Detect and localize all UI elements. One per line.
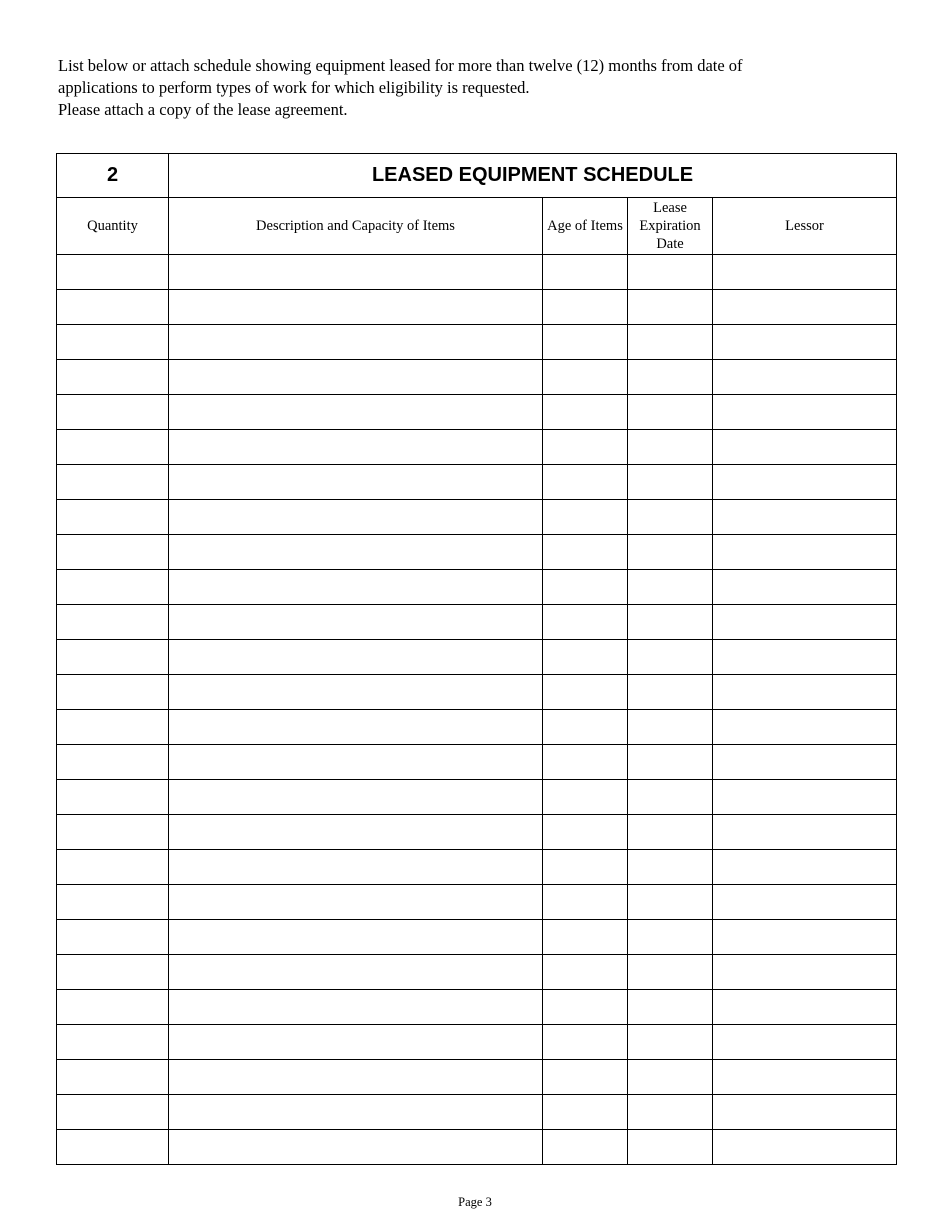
cell-expiration[interactable]: [628, 290, 713, 325]
table-row: [57, 850, 897, 885]
cell-lessor[interactable]: [713, 675, 897, 710]
cell-lessor[interactable]: [713, 1095, 897, 1130]
cell-age[interactable]: [543, 1060, 628, 1095]
cell-quantity[interactable]: [57, 675, 169, 710]
column-header-quantity: Quantity: [57, 198, 169, 255]
schedule-number: 2: [57, 154, 169, 198]
table-row: [57, 990, 897, 1025]
cell-expiration[interactable]: [628, 1130, 713, 1165]
cell-expiration[interactable]: [628, 360, 713, 395]
cell-age[interactable]: [543, 500, 628, 535]
cell-expiration[interactable]: [628, 885, 713, 920]
table-row: [57, 255, 897, 290]
cell-age[interactable]: [543, 465, 628, 500]
cell-lessor[interactable]: [713, 465, 897, 500]
cell-expiration[interactable]: [628, 430, 713, 465]
cell-quantity[interactable]: [57, 850, 169, 885]
cell-quantity[interactable]: [57, 1095, 169, 1130]
cell-quantity[interactable]: [57, 745, 169, 780]
table-header-row: [57, 198, 897, 255]
cell-quantity[interactable]: [57, 1025, 169, 1060]
cell-expiration[interactable]: [628, 1025, 713, 1060]
cell-age[interactable]: [543, 325, 628, 360]
table-row: [57, 710, 897, 745]
cell-description[interactable]: [169, 1130, 543, 1165]
cell-expiration[interactable]: [628, 535, 713, 570]
cell-lessor[interactable]: [713, 1025, 897, 1060]
table-row: [57, 360, 897, 395]
table-row: [57, 500, 897, 535]
cell-lessor[interactable]: [713, 290, 897, 325]
cell-expiration[interactable]: [628, 640, 713, 675]
table-row: [57, 430, 897, 465]
cell-description[interactable]: [169, 780, 543, 815]
cell-expiration[interactable]: [628, 850, 713, 885]
instructions-line-2: applications to perform types of work for which eligibility is requested.: [58, 78, 530, 97]
cell-age[interactable]: [543, 850, 628, 885]
cell-description[interactable]: [169, 290, 543, 325]
table-row: [57, 395, 897, 430]
table-row: [57, 745, 897, 780]
cell-description[interactable]: [169, 920, 543, 955]
cell-quantity[interactable]: [57, 815, 169, 850]
cell-lessor[interactable]: [713, 955, 897, 990]
column-header-expiration-line-2: Expiration: [639, 218, 701, 234]
table-row: [57, 1130, 897, 1165]
table-row: [57, 1025, 897, 1060]
cell-age[interactable]: [543, 1095, 628, 1130]
cell-description[interactable]: [169, 605, 543, 640]
cell-lessor[interactable]: [713, 500, 897, 535]
cell-description[interactable]: [169, 430, 543, 465]
table-row: [57, 640, 897, 675]
cell-expiration[interactable]: [628, 395, 713, 430]
table-title-row: [57, 154, 897, 198]
cell-lessor[interactable]: [713, 745, 897, 780]
cell-description[interactable]: [169, 990, 543, 1025]
cell-description[interactable]: [169, 640, 543, 675]
column-header-age: Age of Items: [543, 198, 628, 255]
cell-quantity[interactable]: [57, 500, 169, 535]
cell-age[interactable]: [543, 1130, 628, 1165]
cell-age[interactable]: [543, 920, 628, 955]
cell-description[interactable]: [169, 1025, 543, 1060]
cell-description[interactable]: [169, 570, 543, 605]
cell-lessor[interactable]: [713, 605, 897, 640]
cell-age[interactable]: [543, 430, 628, 465]
cell-lessor[interactable]: [713, 990, 897, 1025]
table-row: [57, 1060, 897, 1095]
cell-age[interactable]: [543, 640, 628, 675]
cell-age[interactable]: [543, 605, 628, 640]
cell-expiration[interactable]: [628, 920, 713, 955]
table-row: [57, 290, 897, 325]
cell-description[interactable]: [169, 360, 543, 395]
cell-lessor[interactable]: [713, 360, 897, 395]
table-row: [57, 325, 897, 360]
cell-age[interactable]: [543, 710, 628, 745]
cell-quantity[interactable]: [57, 780, 169, 815]
cell-description[interactable]: [169, 815, 543, 850]
cell-quantity[interactable]: [57, 465, 169, 500]
cell-age[interactable]: [543, 395, 628, 430]
table-row: [57, 920, 897, 955]
cell-quantity[interactable]: [57, 1130, 169, 1165]
cell-lessor[interactable]: [713, 430, 897, 465]
cell-quantity[interactable]: [57, 535, 169, 570]
cell-expiration[interactable]: [628, 955, 713, 990]
table-row: [57, 535, 897, 570]
cell-quantity[interactable]: [57, 955, 169, 990]
cell-age[interactable]: [543, 745, 628, 780]
cell-lessor[interactable]: [713, 325, 897, 360]
table-row: [57, 780, 897, 815]
page-number: Page 3: [458, 1195, 492, 1209]
cell-age[interactable]: [543, 1025, 628, 1060]
cell-quantity[interactable]: [57, 640, 169, 675]
cell-lessor[interactable]: [713, 255, 897, 290]
cell-age[interactable]: [543, 570, 628, 605]
table-row: [57, 955, 897, 990]
cell-lessor[interactable]: [713, 815, 897, 850]
cell-expiration[interactable]: [628, 1060, 713, 1095]
table-row: [57, 815, 897, 850]
cell-age[interactable]: [543, 675, 628, 710]
cell-age[interactable]: [543, 780, 628, 815]
cell-expiration[interactable]: [628, 325, 713, 360]
cell-quantity[interactable]: [57, 605, 169, 640]
cell-quantity[interactable]: [57, 290, 169, 325]
cell-quantity[interactable]: [57, 325, 169, 360]
cell-expiration[interactable]: [628, 570, 713, 605]
cell-description[interactable]: [169, 325, 543, 360]
cell-description[interactable]: [169, 675, 543, 710]
instructions-line-1: List below or attach schedule showing equipment leased for more than twelve (12) months from date of: [58, 56, 743, 75]
cell-quantity[interactable]: [57, 920, 169, 955]
cell-age[interactable]: [543, 535, 628, 570]
table-row: [57, 675, 897, 710]
cell-description[interactable]: [169, 850, 543, 885]
column-header-description: Description and Capacity of Items: [169, 198, 543, 255]
leased-equipment-table: [56, 153, 897, 1165]
table-row: [57, 570, 897, 605]
cell-description[interactable]: [169, 710, 543, 745]
instructions-line-3: Please attach a copy of the lease agreement.: [58, 100, 348, 119]
cell-description[interactable]: [169, 500, 543, 535]
cell-description[interactable]: [169, 395, 543, 430]
column-header-lessor: Lessor: [713, 198, 897, 255]
cell-lessor[interactable]: [713, 570, 897, 605]
cell-description[interactable]: [169, 745, 543, 780]
cell-quantity[interactable]: [57, 1060, 169, 1095]
cell-quantity[interactable]: [57, 430, 169, 465]
schedule-title: LEASED EQUIPMENT SCHEDULE: [169, 154, 897, 198]
column-header-expiration: [628, 198, 713, 255]
cell-description[interactable]: [169, 885, 543, 920]
cell-quantity[interactable]: [57, 885, 169, 920]
column-header-expiration-line-3: Date: [656, 236, 684, 252]
cell-age[interactable]: [543, 885, 628, 920]
cell-description[interactable]: [169, 1060, 543, 1095]
cell-expiration[interactable]: [628, 255, 713, 290]
cell-lessor[interactable]: [713, 640, 897, 675]
cell-age[interactable]: [543, 955, 628, 990]
cell-age[interactable]: [543, 290, 628, 325]
table-row: [57, 885, 897, 920]
cell-expiration[interactable]: [628, 675, 713, 710]
cell-lessor[interactable]: [713, 1130, 897, 1165]
instructions-block: [58, 55, 878, 121]
table-row: [57, 605, 897, 640]
cell-lessor[interactable]: [713, 1060, 897, 1095]
cell-age[interactable]: [543, 990, 628, 1025]
cell-expiration[interactable]: [628, 780, 713, 815]
cell-lessor[interactable]: [713, 780, 897, 815]
cell-quantity[interactable]: [57, 710, 169, 745]
cell-expiration[interactable]: [628, 745, 713, 780]
cell-description[interactable]: [169, 955, 543, 990]
cell-age[interactable]: [543, 815, 628, 850]
cell-expiration[interactable]: [628, 710, 713, 745]
cell-description[interactable]: [169, 535, 543, 570]
cell-lessor[interactable]: [713, 885, 897, 920]
cell-expiration[interactable]: [628, 815, 713, 850]
cell-description[interactable]: [169, 1095, 543, 1130]
cell-quantity[interactable]: [57, 570, 169, 605]
cell-lessor[interactable]: [713, 395, 897, 430]
cell-age[interactable]: [543, 360, 628, 395]
table-row: [57, 465, 897, 500]
cell-expiration[interactable]: [628, 1095, 713, 1130]
table-row: [57, 1095, 897, 1130]
cell-quantity[interactable]: [57, 360, 169, 395]
cell-lessor[interactable]: [713, 710, 897, 745]
cell-expiration[interactable]: [628, 990, 713, 1025]
column-header-expiration-line-1: Lease: [653, 200, 687, 216]
cell-lessor[interactable]: [713, 850, 897, 885]
cell-age[interactable]: [543, 255, 628, 290]
cell-quantity[interactable]: [57, 990, 169, 1025]
cell-lessor[interactable]: [713, 920, 897, 955]
cell-expiration[interactable]: [628, 605, 713, 640]
cell-description[interactable]: [169, 465, 543, 500]
cell-expiration[interactable]: [628, 465, 713, 500]
cell-quantity[interactable]: [57, 255, 169, 290]
cell-description[interactable]: [169, 255, 543, 290]
cell-quantity[interactable]: [57, 395, 169, 430]
cell-lessor[interactable]: [713, 535, 897, 570]
cell-expiration[interactable]: [628, 500, 713, 535]
